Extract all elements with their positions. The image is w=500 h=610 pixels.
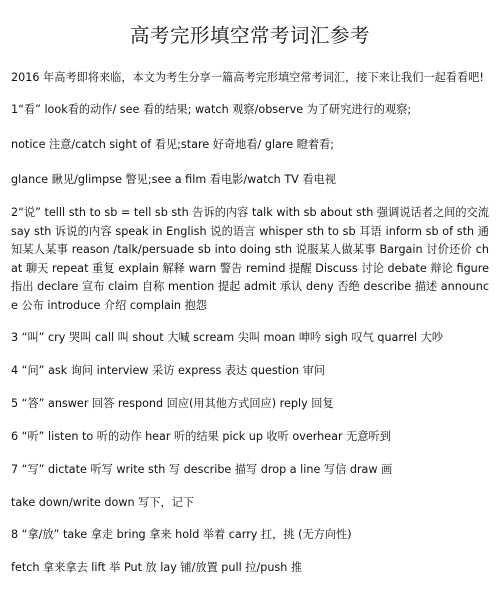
vocab-glance: glance 瞅见/glimpse 瞥见;see a film 看电影/watch TV 看电视 [11, 173, 336, 186]
vocab-fetch: fetch 拿来拿去 lift 举 Put 放 lay 铺/放置 pull 拉/push 推 [11, 561, 303, 574]
document-title: 高考完形填空常考词汇参考 [129, 24, 370, 47]
intro-paragraph: 2016 年高考即将来临，本文为考生分享一篇高考完形填空常考词汇，接下来让我们一起看看吧! [11, 71, 484, 84]
vocab-ask: 4 “问” ask 询问 interview 采访 express 表达 question 审问 [11, 364, 326, 377]
vocab-take-put: 8 “拿/放” take 拿走 bring 拿来 hold 举着 carry 扛，挑 (无方向性) [11, 528, 352, 541]
vocab-take-down: take down/write down 写下，记下 [11, 496, 195, 509]
vocab-listen: 6 “听” listen to 听的动作 hear 听的结果 pick up 收听 overhear 无意听到 [11, 430, 391, 443]
vocab-notice: notice 注意/catch sight of 看见;stare 好奇地看/ glare 瞪着看; [11, 138, 335, 151]
vocab-say: 2“说” telll sth to sb = tell sb sth 告诉的内容 talk with sb about sth 强调说话者之间的交流 say sth 诉说的内容 speak in English 说的语言 whisper sth to sb 耳语 inform sb of sth 通知某人某事 reason /talk/persuade sb into doing sth 说服某人做某事 Bargain 讨价还价 chat 聊天 repeat 重复 explain 解释 warn 警告 remind 提醒 Discuss 讨论 debate 辩论 figure 指出 declare 宣布 claim 自称 mention 提起 admit 承认 deny 否绝 describe 描述 announce 公布 introduce 介绍 complain 抱怨 [11, 206, 489, 312]
vocab-answer: 5 “答” answer 回答 respond 回应(用其他方式回应) reply 回复 [11, 397, 334, 410]
vocab-write: 7 “写” dictate 听写 write sth 写 describe 描写 drop a line 写信 draw 画 [11, 463, 393, 476]
vocab-call: 3 “叫” cry 哭叫 call 叫 shout 大喊 scream 尖叫 moan 呻吟 sigh 叹气 quarrel 大吵 [11, 331, 444, 344]
vocab-look: 1“看” look看的动作/ see 看的结果; watch 观察/observe 为了研究进行的观察; [11, 103, 412, 116]
